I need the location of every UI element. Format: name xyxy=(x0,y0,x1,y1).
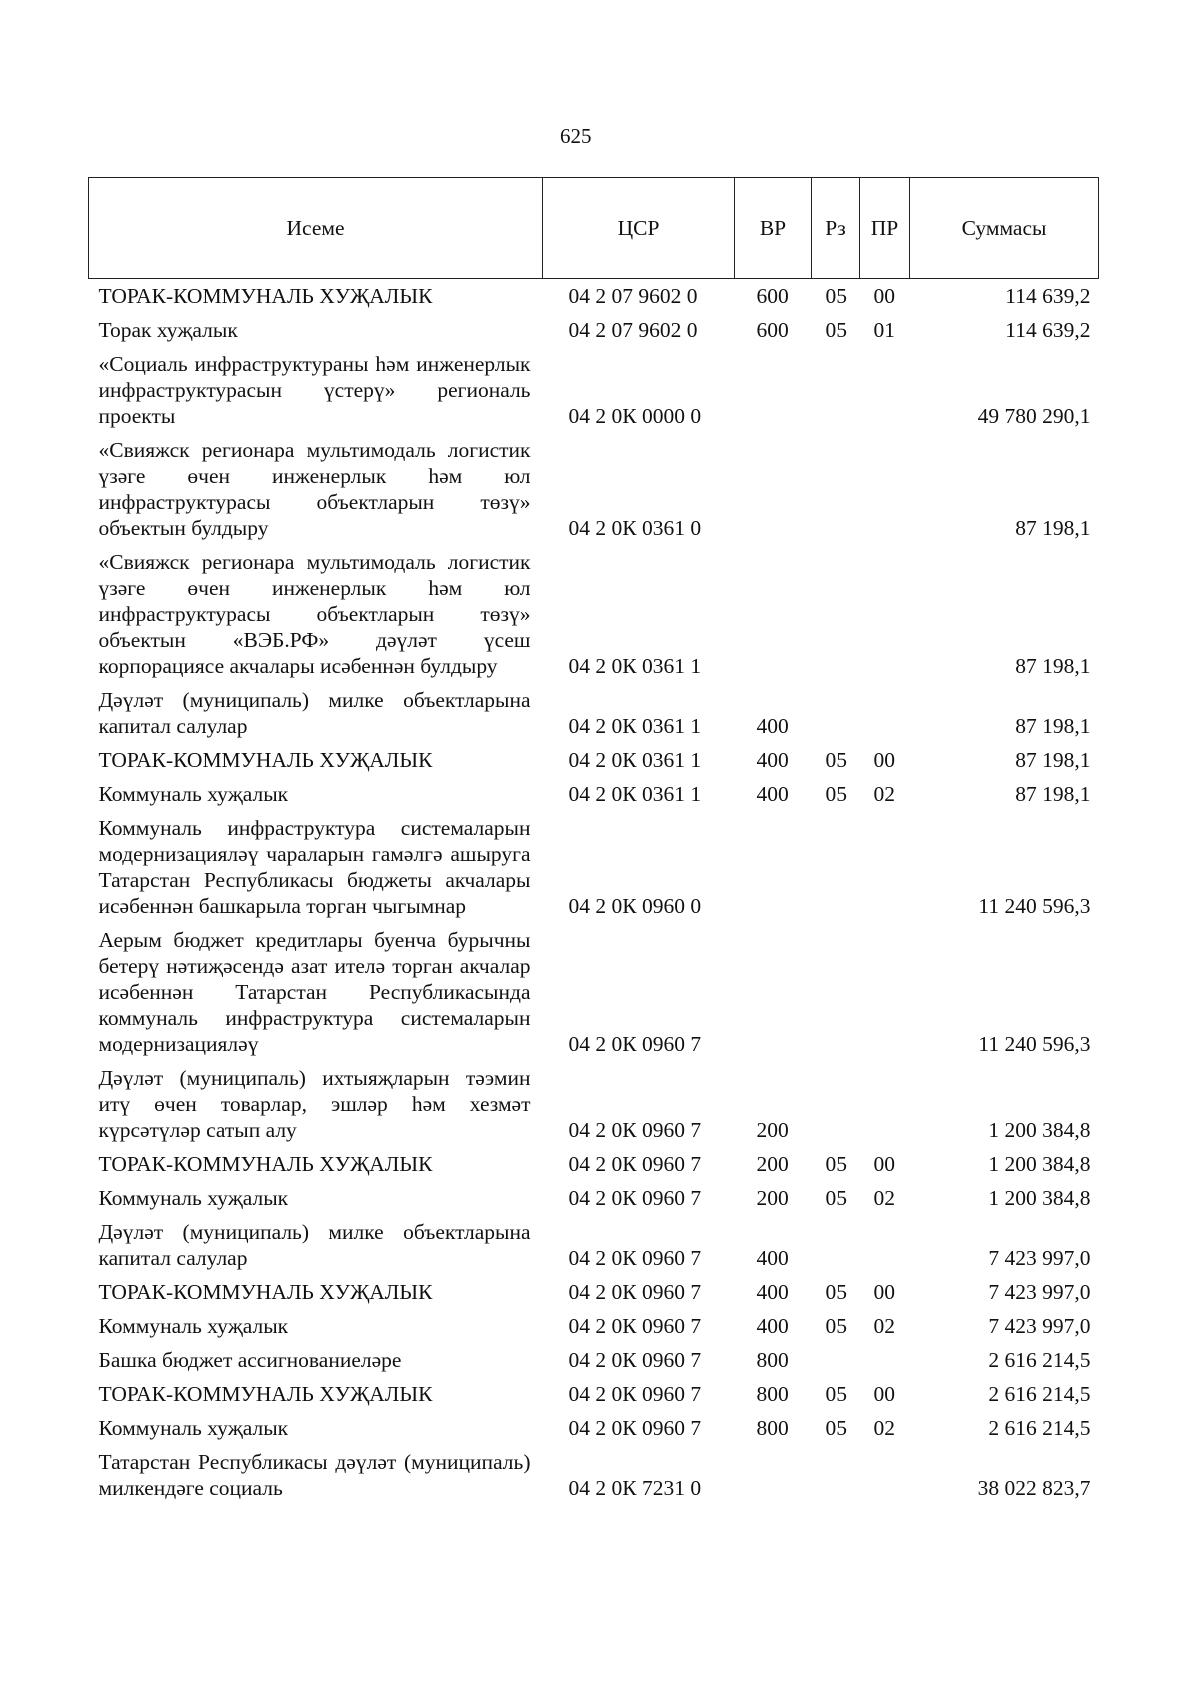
row-sum: 2 616 214,5 xyxy=(988,1348,1091,1372)
table-header-row xyxy=(89,178,1099,279)
row-pr xyxy=(860,683,910,743)
row-vr: 400 xyxy=(756,1314,789,1338)
table-body xyxy=(89,279,1099,1506)
row-vr: 400 xyxy=(756,782,789,806)
row-name: Аерым бюджет кредитлары буенча бурычны бетерү нәтиҗәсендә азат ителә торган акчалар исәбеннән Татарстан Республикасында коммуналь инфраструктура системаларын модернизацияләү xyxy=(98,928,531,1056)
row-vr xyxy=(735,811,812,923)
row-pr: 00 xyxy=(873,748,895,772)
row-rz xyxy=(812,1445,860,1505)
row-sum: 87 198,1 xyxy=(1015,654,1091,678)
row-name: ТОРАК-КОММУНАЛЬ ХУҖАЛЫК xyxy=(98,748,433,772)
row-sum: 11 240 596,3 xyxy=(978,1032,1091,1056)
row-sum: 2 616 214,5 xyxy=(988,1382,1091,1406)
row-sum: 114 639,2 xyxy=(1005,284,1091,308)
header-vr: ВР xyxy=(735,178,812,279)
row-rz: 05 xyxy=(825,1186,847,1210)
table-row xyxy=(89,313,1099,347)
row-rz xyxy=(812,1343,860,1377)
row-csr: 04 2 0К 0960 7 xyxy=(568,1382,702,1406)
row-pr: 02 xyxy=(873,782,895,806)
row-vr: 800 xyxy=(756,1416,789,1440)
row-vr xyxy=(735,923,812,1061)
row-name: «Свияжск регионара мультимодаль логистик үзәге өчен инженерлык һәм юл инфраструктурасы объектларын төзү» объектын «ВЭБ.РФ» дәүләт үсеш корпорациясе акчалары исәбеннән булдыру xyxy=(98,550,531,678)
table-row xyxy=(89,811,1099,923)
table-row xyxy=(89,1181,1099,1215)
header-rz: Рз xyxy=(812,178,860,279)
table-row xyxy=(89,1309,1099,1343)
row-rz xyxy=(812,545,860,683)
row-rz xyxy=(812,923,860,1061)
row-rz: 05 xyxy=(825,782,847,806)
row-name: ТОРАК-КОММУНАЛЬ ХУҖАЛЫК xyxy=(98,1152,433,1176)
header-csr: ЦСР xyxy=(543,178,735,279)
row-name: Дәүләт (муниципаль) милке объектларына капитал салулар xyxy=(98,688,531,738)
row-vr xyxy=(735,545,812,683)
row-pr: 00 xyxy=(873,1382,895,1406)
row-vr: 400 xyxy=(756,748,789,772)
row-pr: 02 xyxy=(873,1416,895,1440)
row-vr: 600 xyxy=(756,318,789,342)
row-name: Коммуналь инфраструктура системаларын модернизацияләү чараларын гамәлгә ашыруга Татарстан Республикасы бюджеты акчалары исәбеннән башкарыла торган чыгымнар xyxy=(98,816,531,918)
row-csr: 04 2 0К 0960 7 xyxy=(568,1186,702,1210)
row-name: Коммуналь хуҗалык xyxy=(98,1416,289,1440)
page-number: 625 xyxy=(560,124,592,148)
row-pr xyxy=(860,811,910,923)
table-row xyxy=(89,743,1099,777)
row-sum: 7 423 997,0 xyxy=(988,1246,1091,1270)
row-name: Коммуналь хуҗалык xyxy=(98,1314,289,1338)
row-name: ТОРАК-КОММУНАЛЬ ХУҖАЛЫК xyxy=(98,284,433,308)
row-csr: 04 2 0К 0960 7 xyxy=(568,1280,702,1304)
row-vr: 400 xyxy=(756,714,789,738)
table-row xyxy=(89,1061,1099,1147)
table-row xyxy=(89,777,1099,811)
row-pr xyxy=(860,1445,910,1505)
row-csr: 04 2 0К 0361 0 xyxy=(568,516,702,540)
row-sum: 49 780 290,1 xyxy=(977,404,1091,428)
table-row xyxy=(89,923,1099,1061)
row-sum: 2 616 214,5 xyxy=(988,1416,1091,1440)
row-csr: 04 2 0К 0960 7 xyxy=(568,1118,702,1142)
row-sum: 87 198,1 xyxy=(1015,714,1091,738)
row-sum: 1 200 384,8 xyxy=(988,1152,1091,1176)
row-rz xyxy=(812,433,860,545)
row-pr xyxy=(860,1061,910,1147)
row-sum: 87 198,1 xyxy=(1015,782,1091,806)
row-vr: 200 xyxy=(756,1186,789,1210)
table-row xyxy=(89,545,1099,683)
row-name: Дәүләт (муниципаль) милке объектларына капитал салулар xyxy=(98,1220,531,1270)
row-pr: 00 xyxy=(873,1280,895,1304)
table-row xyxy=(89,279,1099,314)
row-rz: 05 xyxy=(825,318,847,342)
row-rz xyxy=(812,1061,860,1147)
row-csr: 04 2 0К 0000 0 xyxy=(568,404,702,428)
row-vr: 200 xyxy=(756,1118,789,1142)
row-rz: 05 xyxy=(825,748,847,772)
row-sum: 11 240 596,3 xyxy=(978,894,1091,918)
row-sum: 7 423 997,0 xyxy=(988,1314,1091,1338)
row-sum: 87 198,1 xyxy=(1015,516,1091,540)
table-row xyxy=(89,433,1099,545)
row-name: Башка бюджет ассигнованиеләре xyxy=(98,1348,402,1372)
table-row xyxy=(89,1215,1099,1275)
table-row xyxy=(89,1275,1099,1309)
header-name: Исеме xyxy=(89,178,543,279)
row-name: Коммуналь хуҗалык xyxy=(98,782,289,806)
row-csr: 04 2 0К 0960 7 xyxy=(568,1032,702,1056)
row-pr xyxy=(860,923,910,1061)
row-rz: 05 xyxy=(825,1382,847,1406)
row-rz xyxy=(812,683,860,743)
row-rz xyxy=(812,1215,860,1275)
table-row xyxy=(89,1147,1099,1181)
row-csr: 04 2 0К 0361 1 xyxy=(568,714,702,738)
row-pr xyxy=(860,1343,910,1377)
row-csr: 04 2 0К 0960 7 xyxy=(568,1348,702,1372)
row-vr: 600 xyxy=(756,284,789,308)
row-csr: 04 2 0К 0960 7 xyxy=(568,1246,702,1270)
row-csr: 04 2 0К 0960 7 xyxy=(568,1314,702,1338)
row-rz: 05 xyxy=(825,1314,847,1338)
row-csr: 04 2 0К 0361 1 xyxy=(568,748,702,772)
row-pr xyxy=(860,545,910,683)
row-csr: 04 2 0К 0960 7 xyxy=(568,1416,702,1440)
row-pr: 00 xyxy=(873,1152,895,1176)
table-row xyxy=(89,1445,1099,1505)
table-row xyxy=(89,1343,1099,1377)
row-sum: 114 639,2 xyxy=(1005,318,1091,342)
header-sum: Суммасы xyxy=(910,178,1099,279)
row-pr xyxy=(860,433,910,545)
row-rz: 05 xyxy=(825,1152,847,1176)
row-rz: 05 xyxy=(825,1416,847,1440)
budget-table xyxy=(88,177,1099,1505)
row-csr: 04 2 0К 0960 7 xyxy=(568,1152,702,1176)
row-name: Татарстан Республикасы дәүләт (муниципаль) милкендәге социаль xyxy=(98,1450,531,1500)
row-sum: 38 022 823,7 xyxy=(977,1476,1091,1500)
row-sum: 87 198,1 xyxy=(1015,748,1091,772)
row-name: «Социаль инфраструктураны һәм инженерлык инфраструктурасын үстерү» региональ проекты xyxy=(98,352,531,428)
row-sum: 1 200 384,8 xyxy=(988,1186,1091,1210)
row-csr: 04 2 0К 7231 0 xyxy=(568,1476,702,1500)
row-pr xyxy=(860,347,910,433)
row-name: Торак хуҗалык xyxy=(98,318,238,342)
row-sum: 1 200 384,8 xyxy=(988,1118,1091,1142)
row-vr: 400 xyxy=(756,1246,789,1270)
header-pr: ПР xyxy=(860,178,910,279)
row-csr: 04 2 07 9602 0 xyxy=(568,318,698,342)
row-pr xyxy=(860,1215,910,1275)
row-pr: 02 xyxy=(873,1314,895,1338)
row-pr: 02 xyxy=(873,1186,895,1210)
row-name: Дәүләт (муниципаль) ихтыяҗларын тәэмин итү өчен товарлар, эшләр һәм хезмәт күрсәтүләр сатып алу xyxy=(98,1066,531,1142)
row-csr: 04 2 07 9602 0 xyxy=(568,284,698,308)
row-vr: 800 xyxy=(756,1348,789,1372)
row-vr xyxy=(735,433,812,545)
table-row xyxy=(89,1377,1099,1411)
row-rz: 05 xyxy=(825,284,847,308)
row-rz: 05 xyxy=(825,1280,847,1304)
row-name: ТОРАК-КОММУНАЛЬ ХУҖАЛЫК xyxy=(98,1382,433,1406)
row-sum: 7 423 997,0 xyxy=(988,1280,1091,1304)
row-vr xyxy=(735,347,812,433)
row-vr xyxy=(735,1445,812,1505)
row-name: «Свияжск регионара мультимодаль логистик үзәге өчен инженерлык һәм юл инфраструктурасы объектларын төзү» объектын булдыру xyxy=(98,438,531,540)
row-name: ТОРАК-КОММУНАЛЬ ХУҖАЛЫК xyxy=(98,1280,433,1304)
row-rz xyxy=(812,347,860,433)
row-vr: 400 xyxy=(756,1280,789,1304)
row-name: Коммуналь хуҗалык xyxy=(98,1186,289,1210)
row-csr: 04 2 0К 0361 1 xyxy=(568,654,702,678)
table-row xyxy=(89,347,1099,433)
row-vr: 800 xyxy=(756,1382,789,1406)
row-rz xyxy=(812,811,860,923)
table-row xyxy=(89,683,1099,743)
row-pr: 01 xyxy=(873,318,895,342)
row-vr: 200 xyxy=(756,1152,789,1176)
row-csr: 04 2 0К 0960 0 xyxy=(568,894,702,918)
row-csr: 04 2 0К 0361 1 xyxy=(568,782,702,806)
row-pr: 00 xyxy=(873,284,895,308)
table-row xyxy=(89,1411,1099,1445)
